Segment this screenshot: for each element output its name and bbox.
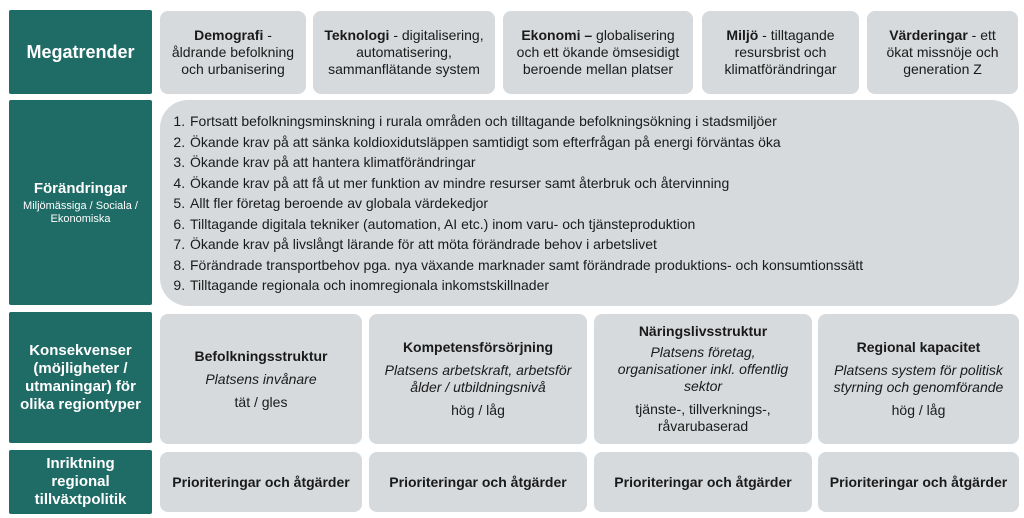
konsekvens-befolkningsstruktur <box>160 314 362 444</box>
inriktning-box <box>818 452 1019 512</box>
konsekvens-title: Näringslivsstruktur <box>638 323 768 339</box>
forandringar-label <box>9 100 152 305</box>
megatrend-title: Demografi <box>194 27 264 43</box>
megatrend-ekonomi <box>503 11 693 94</box>
megatrend-demografi-text <box>166 27 300 78</box>
konsekvens-naringslivsstruktur <box>594 314 812 444</box>
forandring-item: 3. Ökande krav på att hantera klimatförändringar <box>189 152 999 173</box>
inriktning-text: Prioriteringar och åtgärder <box>829 473 1008 490</box>
inriktning-text: Prioriteringar och åtgärder <box>614 473 792 490</box>
megatrend-desc: - tilltagande resursbrist och klimatförändringar <box>724 27 837 77</box>
forandring-item: 8. Förändrade transportbehov pga. nya växande marknader samt förändrade produktions- och konsumtionssätt <box>189 255 999 276</box>
konsekvens-desc: Platsens system för politisk styrning och genomförande <box>833 362 1004 395</box>
konsekvens-desc: Platsens arbetskraft, arbetsför ålder / utbildningsnivå <box>384 362 572 395</box>
konsekvens-title: Regional kapacitet <box>856 339 981 355</box>
forandring-item: 1. Fortsatt befolkningsminskning i rurala områden och tilltagande befolkningsökning i stadsmiljöer <box>189 111 999 132</box>
konsekvens-kompetensforsorjning <box>369 314 587 444</box>
megatrend-miljo-text <box>716 27 845 78</box>
megatrend-title: Teknologi <box>324 27 390 43</box>
megatrend-desc: - digitalisering, automatisering, sammanflätande system <box>328 27 484 77</box>
megatrend-desc: - ett ökat missnöje och generation Z <box>886 27 999 77</box>
forandringar-label-text: Förändringar <box>33 179 128 197</box>
konsekvens-value: hög / låg <box>451 402 505 418</box>
forandring-item: 6. Tilltagande digitala tekniker (automation, AI etc.) inom varu- och tjänsteproduktion <box>189 214 999 235</box>
megatrend-teknologi-text <box>319 27 489 78</box>
forandringar-list-box <box>160 100 1019 306</box>
forandringar-sublabel: Miljömässiga / Sociala / Ekonomiska <box>23 199 138 225</box>
inriktning-text: Prioriteringar och åtgärder <box>172 473 350 490</box>
forandring-item: 5. Allt fler företag beroende av globala värdekedjor <box>189 193 999 214</box>
konsekvens-value: hög / låg <box>891 402 946 418</box>
megatrend-desc: globalisering och ett ökande ömsesidigt beroende mellan platser <box>516 27 680 77</box>
inriktning-box <box>594 452 812 512</box>
forandring-item: 2. Ökande krav på att sänka koldioxidutsläppen samtidigt som efterfrågan på energi förväntas öka <box>189 132 999 153</box>
megatrend-varderingar-text <box>877 27 1008 78</box>
megatrend-desc: - åldrande befolkning och urbanisering <box>171 27 295 77</box>
inriktning-box <box>369 452 587 512</box>
forandringar-list <box>164 111 999 296</box>
inriktning-box <box>160 452 362 512</box>
konsekvens-title: Kompetensförsörjning <box>402 339 554 355</box>
megatrend-teknologi <box>313 11 495 94</box>
konsekvens-value: tät / gles <box>234 393 288 410</box>
forandring-item: 7. Ökande krav på livslångt lärande för att möta förändrade behov i arbetslivet <box>189 234 999 255</box>
konsekvens-desc: Platsens invånare <box>205 370 317 387</box>
forandring-item: 9. Tilltagande regionala och inomregionala inkomstskillnader <box>189 275 999 296</box>
inriktning-text: Prioriteringar och åtgärder <box>389 473 567 490</box>
konsekvens-desc: Platsens företag, organisationer inkl. offentlig sektor <box>617 344 789 394</box>
megatrend-title: Miljö <box>726 27 759 43</box>
megatrend-ekonomi-text <box>509 27 687 78</box>
konsekvens-title: Befolkningsstruktur <box>194 347 328 364</box>
inriktning-label <box>9 450 152 514</box>
megatrend-miljo <box>702 11 859 94</box>
megatrend-varderingar <box>867 11 1018 94</box>
megatrend-title: Värderingar <box>889 27 968 43</box>
forandring-item: 4. Ökande krav på att få ut mer funktion av mindre resurser samt återbruk och återvinning <box>189 173 999 194</box>
konsekvenser-label <box>9 312 152 443</box>
konsekvens-value: tjänste-, tillverknings-, råvarubaserad <box>635 401 771 434</box>
inriktning-label-text: Inriktning regional tillväxtpolitik <box>34 455 127 508</box>
konsekvens-regional-kapacitet <box>818 314 1019 444</box>
megatrend-demografi <box>160 11 306 94</box>
megatrend-title: Ekonomi – <box>521 27 593 43</box>
megatrender-label-text: Megatrender <box>26 41 135 62</box>
megatrender-label <box>9 10 152 94</box>
konsekvenser-label-text: Konsekvenser (möjligheter / utmaningar) för olika regiontyper <box>20 341 141 413</box>
